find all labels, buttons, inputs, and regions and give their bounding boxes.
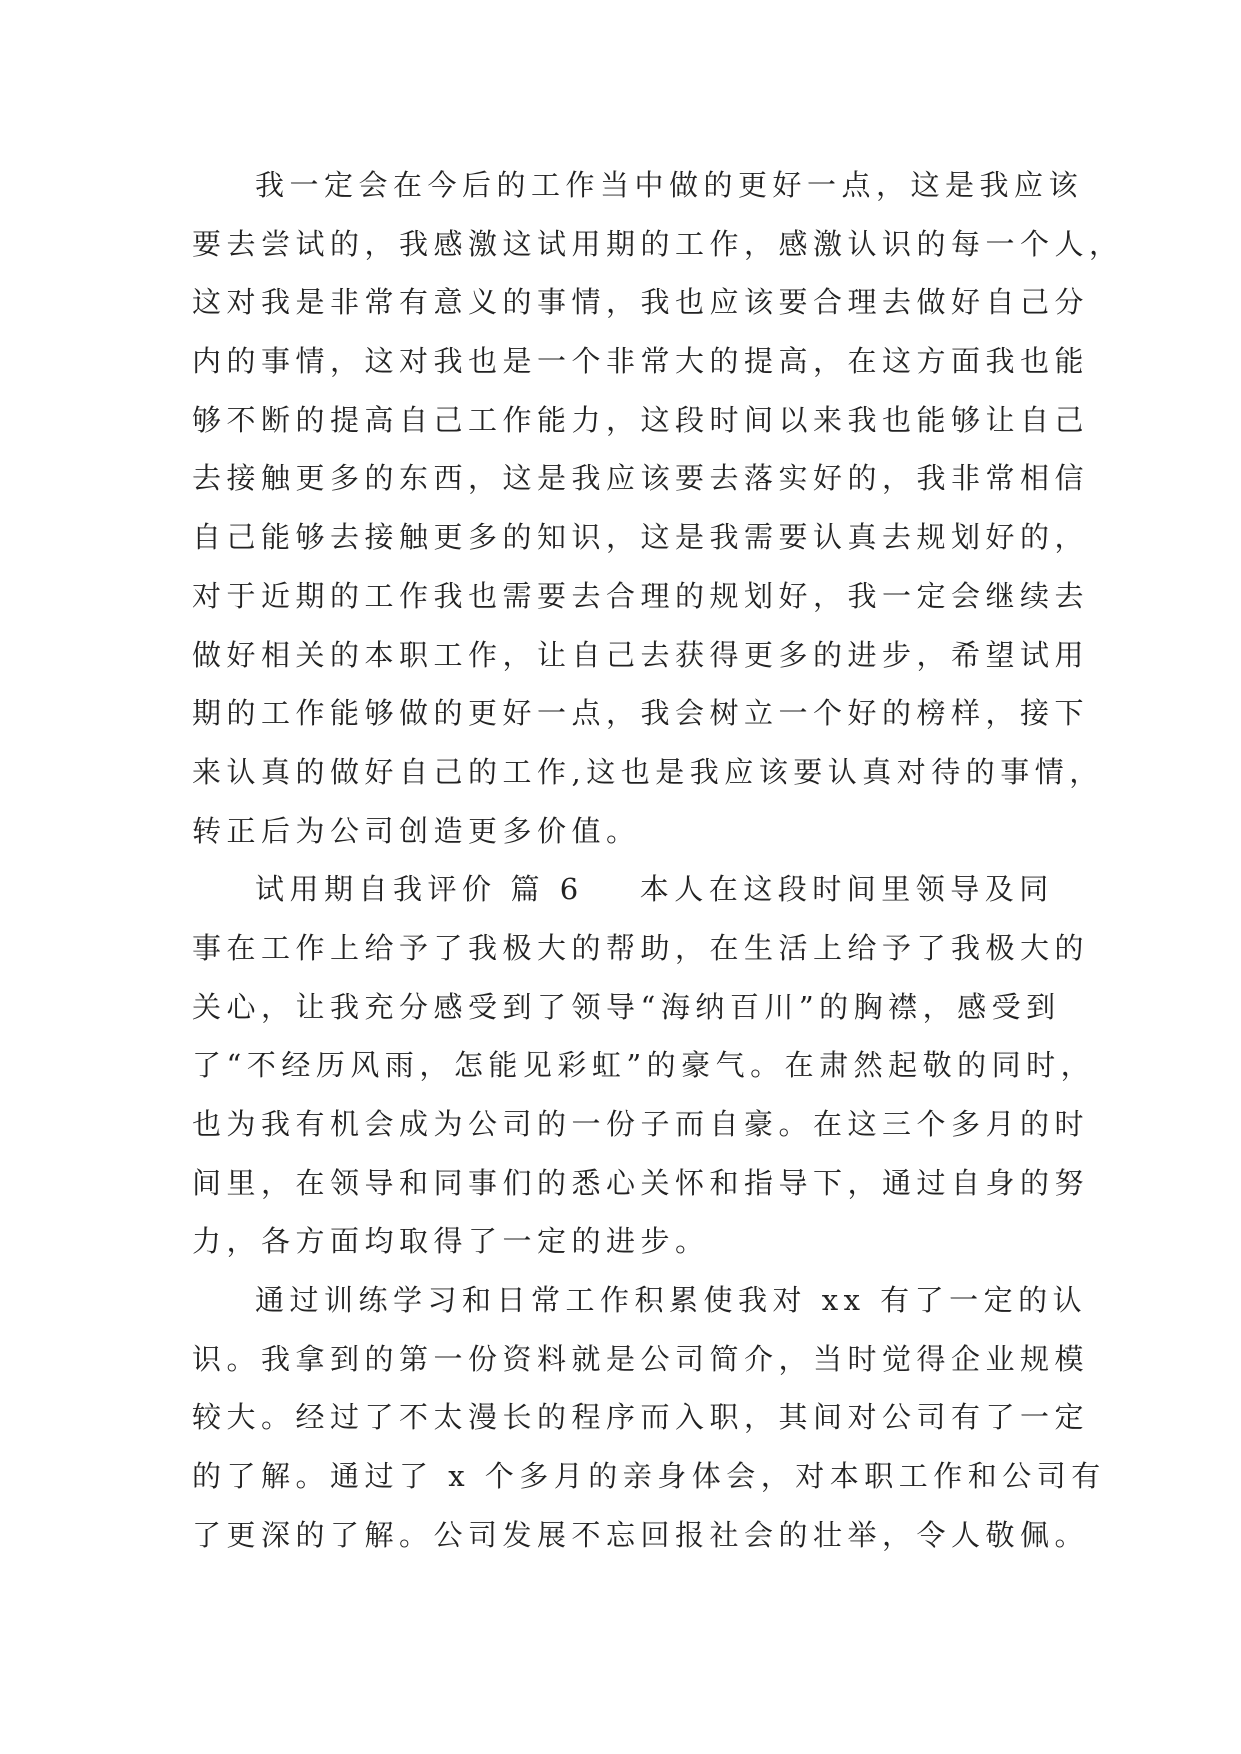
paragraph-3-line-2: 识。我拿到的第一份资料就是公司简介，当时觉得企业规模 [192,1341,1090,1376]
section-lead-text: 本人在这段时间里领导及同 [639,872,1054,907]
paragraph-1-line-12: 转正后为公司创造更多价值。 [192,813,641,848]
paragraph-2-line-4: 也为我有机会成为公司的一份子而自豪。在这三个多月的时 [192,1107,1090,1141]
paragraph-1-line-8: 对于近期的工作我也需要去合理的规划好，我一定会继续去 [192,578,1090,613]
section-number: 篇 6 [510,872,584,907]
paragraph-1-line-10: 期的工作能够做的更好一点，我会树立一个好的榜样，接下 [192,696,1090,731]
paragraph-1-line-6: 去接触更多的东西，这是我应该要去落实好的，我非常相信 [192,461,1090,496]
paragraph-3-line-5: 了更深的了解。公司发展不忘回报社会的壮举，令人敬佩。 [192,1517,1090,1552]
paragraph-2-line-1: 事在工作上给予了我极大的帮助，在生活上给予了我极大的 [192,930,1090,965]
paragraph-3-line-1: 通过训练学习和日常工作积累使我对 xx 有了一定的认 [255,1283,1088,1318]
paragraph-1-line-7: 自己能够去接触更多的知识，这是我需要认真去规划好的， [192,520,1090,555]
section-title: 试用期自我评价 [255,872,497,907]
paragraph-1-line-4: 内的事情，这对我也是一个非常大的提高，在这方面我也能 [192,344,1090,379]
paragraph-1-line-1: 我一定会在今后的工作当中做的更好一点，这是我应该 [255,168,1084,202]
paragraph-3-line-3: 较大。经过了不太漫长的程序而入职，其间对公司有了一定 [192,1400,1090,1435]
paragraph-1-line-9: 做好相关的本职工作，让自己去获得更多的进步，希望试用 [192,637,1090,672]
paragraph-1-line-3: 这对我是非常有意义的事情，我也应该要合理去做好自己分 [192,285,1090,320]
paragraph-2-line-5: 间里，在领导和同事们的悉心关怀和指导下，通过自身的努 [192,1165,1090,1200]
paragraph-1-line-5: 够不断的提高自己工作能力，这段时间以来我也能够让自己 [192,402,1090,437]
paragraph-3-line-4: 的了解。通过了 x 个多月的亲身体会，对本职工作和公司有 [192,1459,1106,1494]
section-heading [192,860,1072,919]
paragraph-1-line-11: 来认真的做好自己的工作,这也是我应该要认真对待的事情， [192,754,1104,789]
paragraph-1-line-2: 要去尝试的，我感激这试用期的工作，感激认识的每一个人， [192,226,1124,261]
paragraph-2-line-3: 了“不经历风雨，怎能见彩虹”的豪气。在肃然起敬的同时， [192,1048,1096,1083]
document-body [192,156,1124,1565]
paragraph-2-line-6: 力，各方面均取得了一定的进步。 [192,1224,710,1259]
paragraph-2-line-2: 关心，让我充分感受到了领导“海纳百川”的胸襟，感受到 [192,989,1061,1024]
